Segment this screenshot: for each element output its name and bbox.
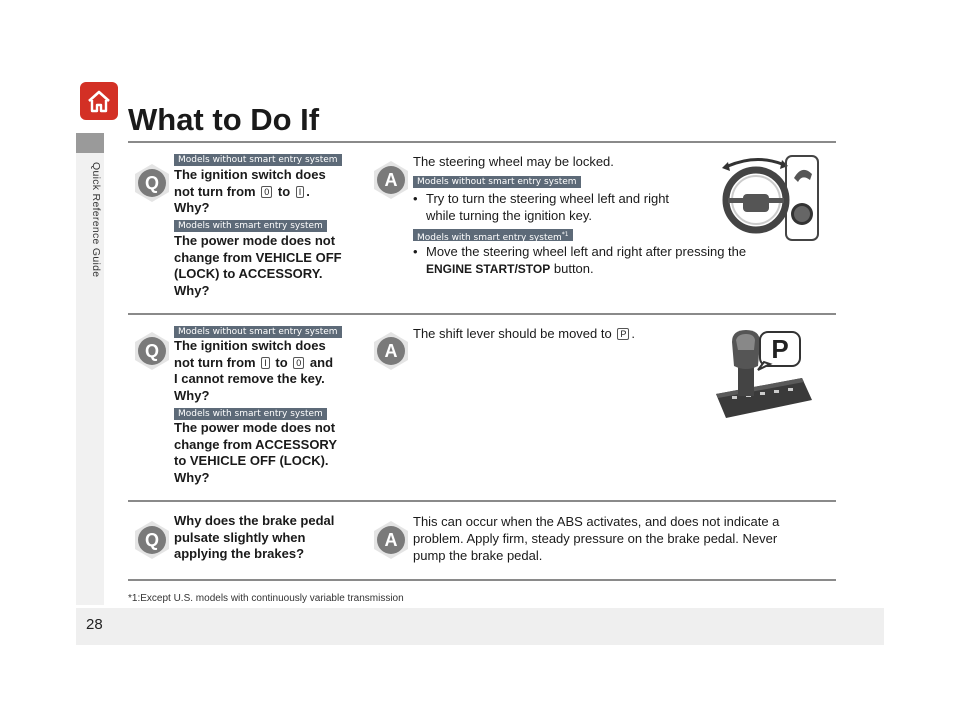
- question-badge-icon: [132, 163, 172, 203]
- question-badge-icon: [132, 520, 172, 560]
- answer-badge-icon: [371, 520, 411, 560]
- title-divider: [128, 141, 836, 143]
- ignition-position-0-key: 0: [293, 357, 304, 369]
- footnote: *1:Except U.S. models with continuously variable transmission: [128, 593, 404, 604]
- model-tag-with-smart-entry: Models with smart entry system$^{*1}$: [413, 229, 573, 241]
- svg-text:Q: Q: [144, 530, 160, 550]
- model-tag-without-smart-entry: Models without smart entry system: [174, 154, 342, 166]
- question-1-with-smart-entry: The power mode does not change from VEHICLE OFF (LOCK) to ACCESSORY. Why?: [174, 233, 342, 298]
- engine-start-stop-label: ENGINE START/STOP: [426, 262, 551, 276]
- answer-1-bullet-with-smart-entry: • Move the steering wheel left and right after pressing the ENGINE START/STOP button.: [413, 244, 747, 276]
- park-position-key: P: [617, 328, 629, 340]
- ignition-position-I-key: I: [296, 186, 305, 198]
- svg-text:Q: Q: [144, 341, 160, 361]
- model-tag-with-smart-entry: Models with smart entry system: [174, 220, 327, 232]
- section-divider: [128, 579, 836, 581]
- question-3: Why does the brake pedal pulsate slightly when applying the brakes?: [174, 513, 335, 561]
- shift-lever-illustration: [708, 326, 820, 425]
- answer-badge-icon: [371, 331, 411, 371]
- sidebar-tab-marker: [76, 133, 104, 153]
- answer-3-text: This can occur when the ABS activates, and does not indicate a problem. Apply firm, steady pressure on the brake pedal. Never pump the brake pedal.: [413, 514, 780, 563]
- question-badge-icon: [132, 331, 172, 371]
- steering-wheel-illustration: [716, 152, 820, 247]
- footer-band: [76, 608, 884, 645]
- question-1-without-smart-entry: The ignition switch does not turn from 0 to I . Why?: [174, 167, 326, 215]
- svg-text:A: A: [384, 170, 398, 190]
- section-divider: [128, 313, 836, 315]
- answer-2-text: The shift lever should be moved to P .: [413, 326, 635, 341]
- svg-text:A: A: [384, 341, 398, 361]
- question-2-with-smart-entry: The power mode does not change from ACCESSORY to VEHICLE OFF (LOCK). Why?: [174, 420, 338, 485]
- page-number: 28: [86, 616, 103, 633]
- answer-badge-icon: [371, 160, 411, 200]
- section-divider: [128, 500, 836, 502]
- bullet-icon: •: [413, 244, 418, 259]
- svg-text:Q: Q: [144, 173, 160, 193]
- ignition-position-0-key: 0: [261, 186, 272, 198]
- answer-1-intro: The steering wheel may be locked.: [413, 154, 614, 169]
- ignition-position-I-key: I: [261, 357, 270, 369]
- home-icon[interactable]: [80, 82, 118, 120]
- sidebar-label: Quick Reference Guide: [90, 162, 102, 278]
- bullet-icon: •: [413, 191, 418, 206]
- model-tag-with-smart-entry: Models with smart entry system: [174, 408, 327, 420]
- question-2-without-smart-entry: The ignition switch does not turn from I to 0 and I cannot remove the key. Why?: [174, 338, 334, 403]
- svg-text:P: P: [771, 334, 789, 364]
- model-tag-without-smart-entry: Models without smart entry system: [174, 326, 342, 338]
- page-title: What to Do If: [128, 102, 320, 137]
- model-tag-without-smart-entry: Models without smart entry system: [413, 176, 581, 188]
- svg-text:A: A: [384, 530, 398, 550]
- answer-1-bullet-without-smart-entry: • Try to turn the steering wheel left and right while turning the ignition key.: [413, 191, 670, 223]
